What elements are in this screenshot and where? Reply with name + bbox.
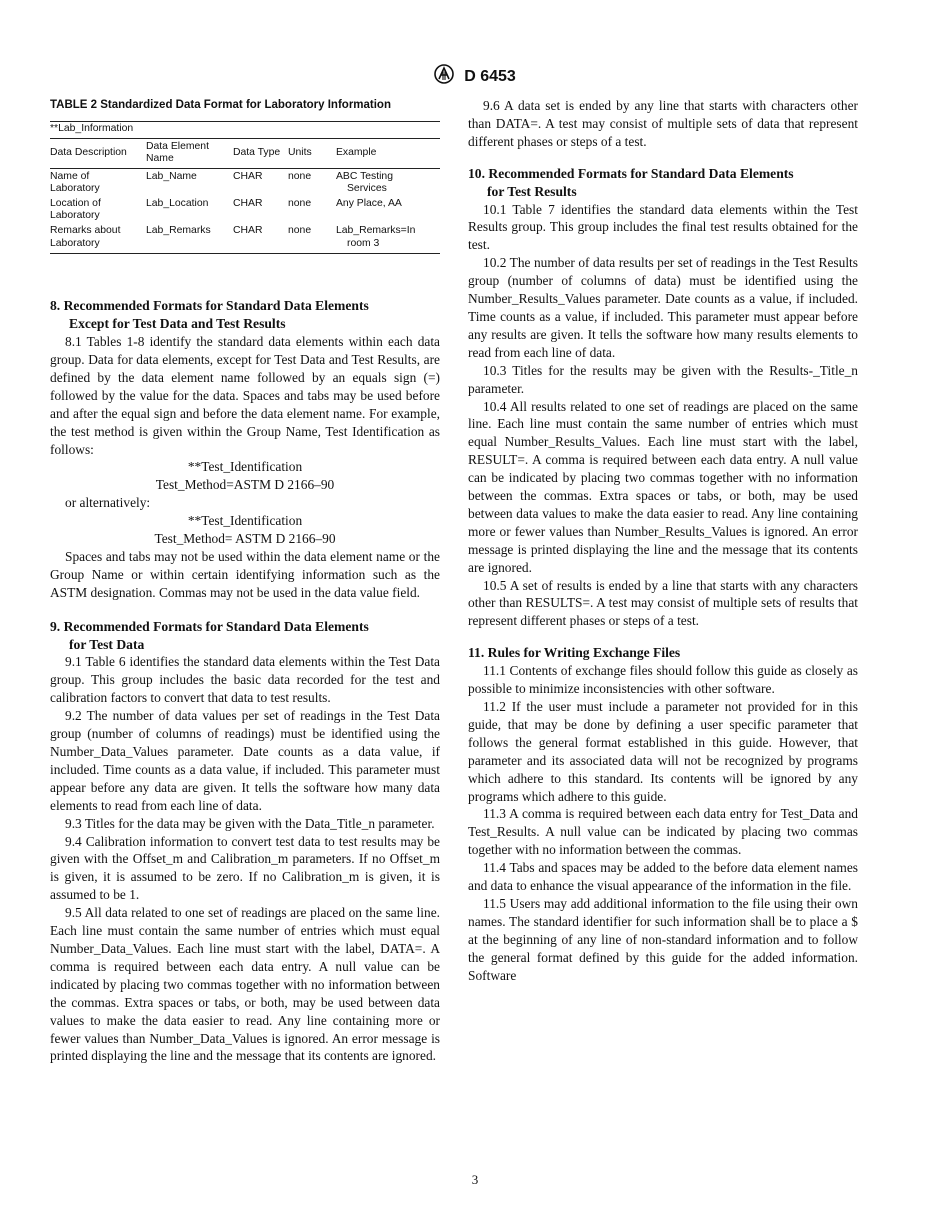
section-10-heading: 10. Recommended Formats for Standard Data Elements for Test Results bbox=[468, 165, 794, 199]
paragraph-8-1: 8.1 Tables 1-8 identify the standard data elements within each data group. Data for data elements, except for Test Data and Test Results, are defined by the data element name followed by an equals sign (=) followed by the value for the data. Spaces and tabs may be used before and after the equal sign and before the data element name. For example, the test method is given within the Group Name, Test Identification as follows: bbox=[50, 334, 440, 457]
paragraph-10-1: 10.1 Table 7 identifies the standard data elements within the Test Results group. This group includes the final test results obtained for the test. bbox=[468, 201, 858, 253]
paragraph-10-4: 10.4 All results related to one set of readings are placed on the same line. Each line must contain the same number of entries which must equal Number_Results_Values. Each line must start with the label, RESULT=. A comma is required between each data entry. A null value can be indicated by placing two commas together with no information between the commas. Extra spaces or tabs, or both, may be used between data values to make the data easier to read. Any line containing more or fewer values than Number_Results_Values is ignored. An error message is printed displaying the line and the message that its contents are ignored. bbox=[468, 398, 858, 575]
paragraph-11-5: 11.5 Users may add additional information to the file using their own names. The standard identifier for such information shall be to place a $ at the beginning of any line of non-standard information and to follow the general format defined by this guide for the added information. Software bbox=[468, 895, 858, 983]
section-11-heading: 11. Rules for Writing Exchange Files bbox=[468, 645, 681, 661]
right-column bbox=[468, 97, 858, 985]
paragraph-11-1: 11.1 Contents of exchange files should follow this guide as closely as possible to minimize inconsistencies with other software. bbox=[468, 663, 858, 697]
col-header-units: Units bbox=[288, 138, 336, 168]
paragraph-8-note: Spaces and tabs may not be used within the data element name or the Group Name or within certain identifying information such as the ASTM designation. Commas may not be used in the data value field. bbox=[50, 548, 440, 600]
example-group-line-alt: **Test_Identification bbox=[187, 513, 303, 529]
section-8-heading: 8. Recommended Formats for Standard Data Elements Except for Test Data and Test Results bbox=[50, 298, 369, 332]
col-header-type: Data Type bbox=[233, 138, 288, 168]
alternative-label: or alternatively: bbox=[65, 495, 151, 511]
table-header-row bbox=[50, 138, 440, 168]
example-group-line: **Test_Identification bbox=[187, 459, 303, 475]
lab-info-table bbox=[50, 121, 440, 254]
col-header-description: Data Description bbox=[50, 138, 146, 168]
paragraph-11-3: 11.3 A comma is required between each data entry for Test_Data and Test_Results. A null value can be indicated by placing two commas together with no information between the commas. bbox=[468, 806, 858, 858]
table-title: TABLE 2 Standardized Data Format for Laboratory Information bbox=[50, 99, 391, 111]
table-row: Remarks about Laboratory Lab_Remarks CHAR none Lab_Remarks=In room 3 bbox=[50, 223, 440, 254]
table-group-label: **Lab_Information bbox=[50, 121, 440, 138]
section-9-heading: 9. Recommended Formats for Standard Data Elements for Test Data bbox=[50, 618, 369, 652]
example-method-line-alt: Test_Method= ASTM D 2166–90 bbox=[154, 531, 336, 547]
astm-logo-icon bbox=[434, 64, 454, 89]
col-header-name: Data Element Name bbox=[146, 138, 233, 168]
paragraph-9-5: 9.5 All data related to one set of readings are placed on the same line. Each line must contain the same number of entries which must equal Number_Data_Values. Each line must start with the label, DATA=. A comma is required between each data entry. A null value can be indicated by placing two commas together with no information between the commas. Extra spaces or tabs, or both, may be used between data values to make the data easier to read. Any line containing more or fewer values than Number_Data_Values is ignored. An error message is printed displaying the line and the message that its contents are ignored. bbox=[50, 905, 440, 1064]
paragraph-10-3: 10.3 Titles for the results may be given with the Results-_Title_n parameter. bbox=[468, 362, 858, 396]
table-row: Location of Laboratory Lab_Location CHAR none Any Place, AA bbox=[50, 197, 402, 222]
paragraph-11-2: 11.2 If the user must include a parameter not provided for in this guide, that may be done by defining a user specific parameter that follows the general format established in this guide. However, that parameter and its associated data will not be recognized by programs which adhere to this standard. Its contents will be ignored by any programs which adhere to this guide. bbox=[468, 699, 858, 804]
paragraph-9-2: 9.2 The number of data values per set of readings in the Test Data group (number of columns of readings) must be identified using the Number_Data_Values parameter. Date counts as a data value, if included. Time counts as a data value, if included. This parameter must appear before any data are given. It tells the software how many data elements to read from each line of data. bbox=[50, 708, 440, 813]
paragraph-9-1: 9.1 Table 6 identifies the standard data elements within the Test Data group. This group includes the basic data recorded for the test and calibration factors to convert that data to test results. bbox=[50, 654, 440, 706]
paragraph-9-4: 9.4 Calibration information to convert test data to test results may be given with the Offset_m and Calibration_m parameters. If no Offset_m is given, it is assumed to be zero. If no Calibration_m is given, it is assumed to be 1. bbox=[50, 833, 440, 903]
paragraph-11-4: 11.4 Tabs and spaces may be added to the before data element names and data to enhance the visual appearance of the information in the file. bbox=[468, 860, 858, 894]
left-column bbox=[50, 97, 440, 1065]
page-number: 3 bbox=[471, 1172, 479, 1187]
document-id: D 6453 bbox=[464, 67, 516, 85]
example-method-line: Test_Method=ASTM D 2166–90 bbox=[155, 477, 335, 493]
paragraph-9-3: 9.3 Titles for the data may be given with the Data_Title_n parameter. bbox=[65, 815, 435, 831]
paragraph-10-5: 10.5 A set of results is ended by a line that starts with any characters other than RESULTS=. A test may consist of multiple sets of results that represent different phases or steps of a test. bbox=[468, 577, 858, 629]
paragraph-9-6: 9.6 A data set is ended by any line that starts with characters other than DATA=. A test may consist of multiple sets of data that represent different phases or steps of a test. bbox=[468, 98, 858, 149]
page-header bbox=[0, 64, 950, 89]
paragraph-10-2: 10.2 The number of data results per set of readings in the Test Results group (number of columns of data) must be identified using the Number_Results_Values parameter. Date counts as a value, if included. Time counts as a value, if included. This parameter must appear before any results are given. It tells the software how many results elements to read from each line of data. bbox=[468, 255, 858, 360]
table-row: Name of Laboratory Lab_Name CHAR none ABC Testing Services bbox=[50, 170, 393, 195]
col-header-example: Example bbox=[336, 138, 440, 168]
